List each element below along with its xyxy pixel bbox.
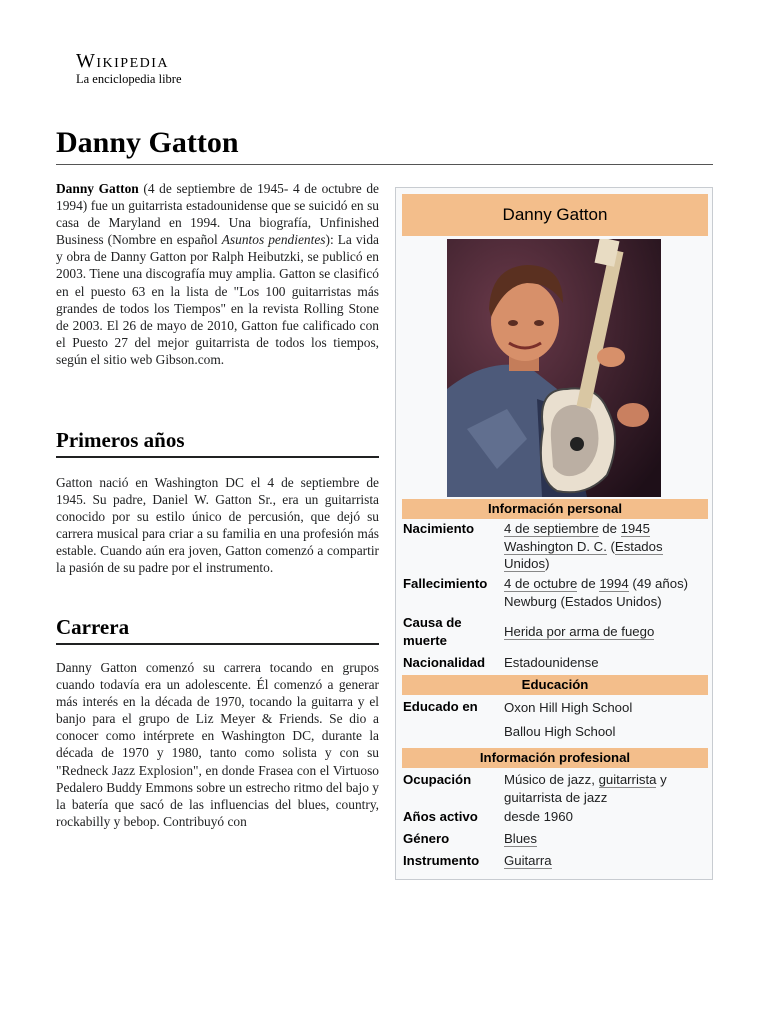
label-instrument: Instrumento: [403, 853, 480, 868]
infobox-title: Danny Gatton: [402, 194, 708, 236]
link-birth-year[interactable]: 1945: [620, 521, 650, 536]
text-death-place: Newburg (Estados Unidos): [504, 593, 662, 609]
infobox: [395, 187, 713, 880]
link-death-date[interactable]: 4 de octubre: [504, 576, 578, 591]
link-guitarist[interactable]: guitarrista: [598, 772, 657, 787]
link-birth-place[interactable]: Washington D. C.: [504, 538, 607, 554]
value-death: [504, 575, 708, 610]
intro-section: [56, 180, 379, 368]
link-death-year[interactable]: 1994: [599, 576, 629, 591]
intro-text-b: ): La vida y obra de Danny Gatton por Ralph Heibutzki, se publicó en 2003. Tiene una discografía muy amplia. Gatton se clasificó en el puesto 63 en la lista de "Los 100 guitarristas más grandes de todos los Tiempos" en la revista Rolling Stone de 2003. El 26 de mayo de 2010, Gatton fue calificado con el Puesto 27 del mejor guitarrista de todos los tiempos, según el sitio web Gibson.com.: [56, 232, 379, 367]
label-birth: Nacimiento: [403, 521, 475, 536]
section-heading-career: Carrera: [56, 615, 130, 639]
intro-paragraph: [56, 180, 379, 368]
section-career: [56, 614, 379, 645]
label-years-active: Años activo: [403, 809, 478, 824]
label-occupation: Ocupación: [403, 772, 472, 787]
label-nationality: Nacionalidad: [403, 655, 486, 670]
text-occupation-post: y guitarrista de jazz: [504, 772, 667, 805]
link-instrument[interactable]: Guitarra: [504, 853, 552, 868]
value-genre: [504, 830, 708, 848]
text-paren-open: (: [606, 538, 615, 554]
intro-italic: Asuntos pendientes: [221, 232, 326, 248]
portrait-image[interactable]: [447, 239, 661, 497]
heading-divider: [56, 643, 379, 645]
link-birth-date[interactable]: 4 de septiembre: [504, 521, 599, 536]
intro-subject: Danny Gatton: [56, 181, 139, 196]
wikipedia-logo[interactable]: [76, 50, 206, 87]
career-body: [56, 659, 379, 830]
portrait-illustration: [447, 239, 661, 497]
infobox-section-personal: Información personal: [402, 499, 708, 519]
value-school-1: Oxon Hill High School: [504, 700, 633, 715]
value-school-2: Ballou High School: [504, 724, 616, 739]
early-years-body: [56, 474, 379, 577]
heading-divider: [56, 456, 379, 458]
intro-text-a: (4 de septiembre de 1945- 4 de octubre de 1994) fue un guitarrista estadounidense que se suicidó en su casa de Maryland en 1994. Una biografía, Unfinished Business (Nombre en español: [56, 181, 379, 248]
text-age: (49 años): [628, 576, 689, 591]
link-birth-country[interactable]: Estados Unidos: [504, 538, 663, 571]
text-paren-close: ): [545, 556, 550, 571]
value-nationality: Estadounidense: [504, 655, 599, 670]
value-instrument: [504, 852, 708, 870]
text-de: de: [598, 521, 621, 536]
text-de: de: [577, 576, 600, 591]
logo-wordmark: Wikipedia: [76, 50, 170, 72]
link-genre[interactable]: Blues: [504, 831, 537, 846]
infobox-section-education: Educación: [402, 675, 708, 695]
page-title: Danny Gatton: [56, 126, 239, 159]
early-years-paragraph: Gatton nació en Washington DC el 4 de septiembre de 1945. Su padre, Daniel W. Gatton Sr., era un guitarrista conocido por su estilo único de percusión, que dejó su carrera musical para criar a su familia en una profesión más estable. Cuando aún era joven, Gatton comenzó a compartir la pasión de su padre por el instrumento.: [56, 475, 379, 576]
link-cause-of-death[interactable]: Herida por arma de fuego: [504, 624, 655, 639]
logo-tagline: La enciclopedia libre: [76, 72, 182, 86]
value-years-active: desde 1960: [504, 809, 573, 824]
label-educated-at: Educado en: [403, 699, 478, 714]
section-early-years: [56, 427, 379, 458]
value-cause-of-death: [504, 623, 708, 641]
career-paragraph: Danny Gatton comenzó su carrera tocando en grupos cuando todavía era un adolescente. Él comenzó a generar más interés en la década de 1970, tocando la guitarra y el banjo para el grupo de Liz Meyer & Friends. Se dio a conocer como intérprete en Washington DC, durante la década de 1970 y 1980, tanto como solista y con su "Redneck Jazz Explosion", en donde Frasea con el Virtuoso Pedalero Buddy Emmons sobre un estrecho ritmo del bajo y la batería que sacó de las influencias del blues, country, rockabilly y bebop. Contribuyó con: [56, 660, 379, 829]
title-divider: [56, 164, 713, 165]
label-cause-of-death: Causa de muerte: [403, 615, 462, 648]
label-death: Fallecimiento: [403, 576, 488, 591]
value-birth: [504, 520, 708, 573]
text-occupation-pre: Músico de jazz,: [504, 772, 599, 787]
section-heading-early-years: Primeros años: [56, 428, 185, 452]
infobox-section-professional: Información profesional: [402, 748, 708, 768]
value-occupation: [504, 771, 708, 806]
label-genre: Género: [403, 831, 450, 846]
